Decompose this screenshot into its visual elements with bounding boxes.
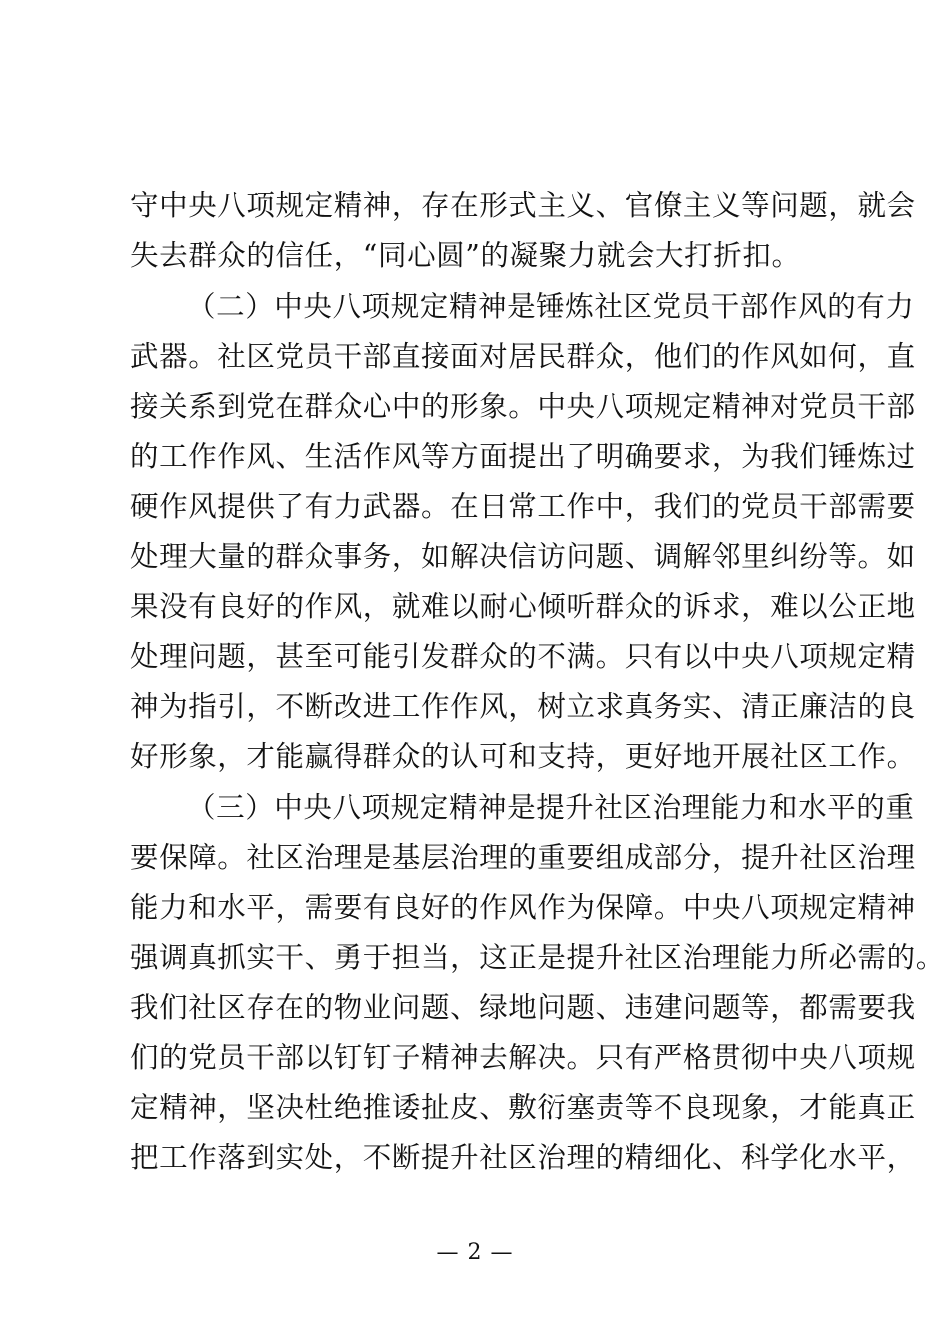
- text-line: 武器。社区党员干部直接面对居民群众，他们的作风如何，直: [130, 340, 916, 373]
- text-line: 守中央八项规定精神，存在形式主义、官僚主义等问题，就会: [130, 189, 916, 222]
- text-line: 强调真抓实干、勇于担当，这正是提升社区治理能力所必需的。: [130, 941, 945, 974]
- text-line: 定精神，坚决杜绝推诿扯皮、敷衍塞责等不良现象，才能真正: [130, 1091, 916, 1124]
- text-line: 我们社区存在的物业问题、绿地问题、违建问题等，都需要我: [130, 991, 916, 1024]
- text-line: 好形象，才能赢得群众的认可和支持，更好地开展社区工作。: [130, 740, 916, 773]
- text-line: 失去群众的信任，“同心圆”的凝聚力就会大打折扣。: [130, 239, 801, 272]
- text-line: 要保障。社区治理是基层治理的重要组成部分，提升社区治理: [130, 841, 916, 874]
- text-line: 果没有良好的作风，就难以耐心倾听群众的诉求，难以公正地: [130, 590, 916, 623]
- text-line: 神为指引，不断改进工作作风，树立求真务实、清正廉洁的良: [130, 690, 916, 723]
- text-line: 接关系到党在群众心中的形象。中央八项规定精神对党员干部: [130, 390, 916, 423]
- page-number: — 2 —: [436, 1240, 514, 1265]
- text-line: 能力和水平，需要有良好的作风作为保障。中央八项规定精神: [130, 891, 916, 924]
- text-line: 把工作落到实处，不断提升社区治理的精细化、科学化水平，: [130, 1141, 916, 1174]
- text-line: 处理大量的群众事务，如解决信访问题、调解邻里纠纷等。如: [130, 540, 916, 573]
- text-line: 处理问题，甚至可能引发群众的不满。只有以中央八项规定精: [130, 640, 916, 673]
- text-line: 们的党员干部以钉钉子精神去解决。只有严格贯彻中央八项规: [130, 1041, 916, 1074]
- text-line: 硬作风提供了有力武器。在日常工作中，我们的党员干部需要: [130, 490, 916, 523]
- text-line: 的工作作风、生活作风等方面提出了明确要求，为我们锤炼过: [130, 440, 916, 473]
- section-heading-line: （三）中央八项规定精神是提升社区治理能力和水平的重: [187, 791, 915, 824]
- section-heading-line: （二）中央八项规定精神是锤炼社区党员干部作风的有力: [187, 290, 915, 323]
